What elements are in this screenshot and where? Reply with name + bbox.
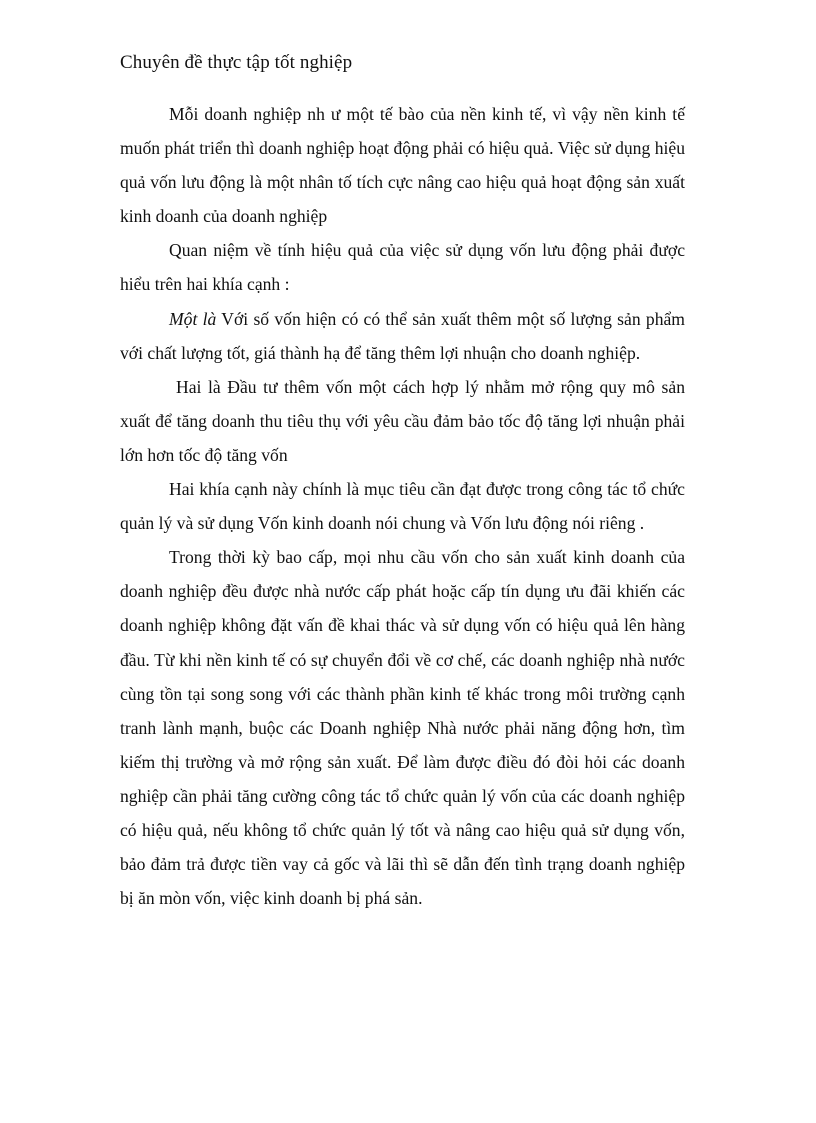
document-body: [120, 97, 685, 915]
document-header: [120, 52, 352, 74]
paragraph-concept: Quan niệm về tính hiệu quả của việc sử dụng vốn lưu động phải được hiểu trên hai khía cạnh :: [120, 240, 685, 295]
paragraph-goal: Hai khía cạnh này chính là mục tiêu cần đạt được trong công tác tổ chức quản lý và sử dụng Vốn kinh doanh nói chung và Vốn lưu động nói riêng .: [120, 479, 685, 534]
paragraph-point-two: Hai là Đầu tư thêm vốn một cách hợp lý nhằm mở rộng quy mô sản xuất để tăng doanh thu tiêu thụ với yêu cầu đảm bảo tốc độ tăng lợi nhuận phải lớn hơn tốc độ tăng vốn: [120, 376, 685, 465]
point-one-lead: Một là: [169, 308, 217, 329]
header-title: Chuyên đề thực tập tốt nghiệp: [120, 52, 353, 73]
paragraph-intro: Mỗi doanh nghiệp nh ư một tế bào của nền kinh tế, vì vậy nền kinh tế muốn phát triển thì doanh nghiệp hoạt động phải có hiệu quả. Việc sử dụng hiệu quả vốn lưu động là một nhân tố tích cực nâng cao hiệu quả hoạt động sản xuất kinh doanh của doanh nghiệp: [120, 104, 685, 227]
paragraph-point-one: [120, 302, 685, 370]
paragraph-history: Trong thời kỳ bao cấp, mọi nhu cầu vốn cho sản xuất kinh doanh của doanh nghiệp đều được nhà nước cấp phát hoặc cấp tín dụng ưu đãi khiến các doanh nghiệp không đặt vấn đề khai thác và sử dụng vốn có hiệu quả lên hàng đầu. Từ khi nền kinh tế có sự chuyển đổi về cơ chế, các doanh nghiệp nhà nước cùng tồn tại song song với các thành phần kinh tế khác trong môi trường cạnh tranh lành mạnh, buộc các Doanh nghiệp Nhà nước phải năng động hơn, tìm kiếm thị trường và mở rộng sản xuất. Để làm được điều đó đòi hỏi các doanh nghiệp cần phải tăng cường công tác tổ chức quản lý vốn của các doanh nghiệp có hiệu quả, nếu không tổ chức quản lý tốt và nâng cao hiệu quả sử dụng vốn, bảo đảm trả được tiền vay cả gốc và lãi thì sẽ dẫn đến tình trạng doanh nghiệp bị ăn mòn vốn, việc kinh doanh bị phá sản.: [120, 547, 685, 909]
point-one-text: Với số vốn hiện có có thể sản xuất thêm một số lượng sản phẩm với chất lượng tốt, giá thành hạ để tăng thêm lợi nhuận cho doanh nghiệp.: [120, 308, 685, 363]
